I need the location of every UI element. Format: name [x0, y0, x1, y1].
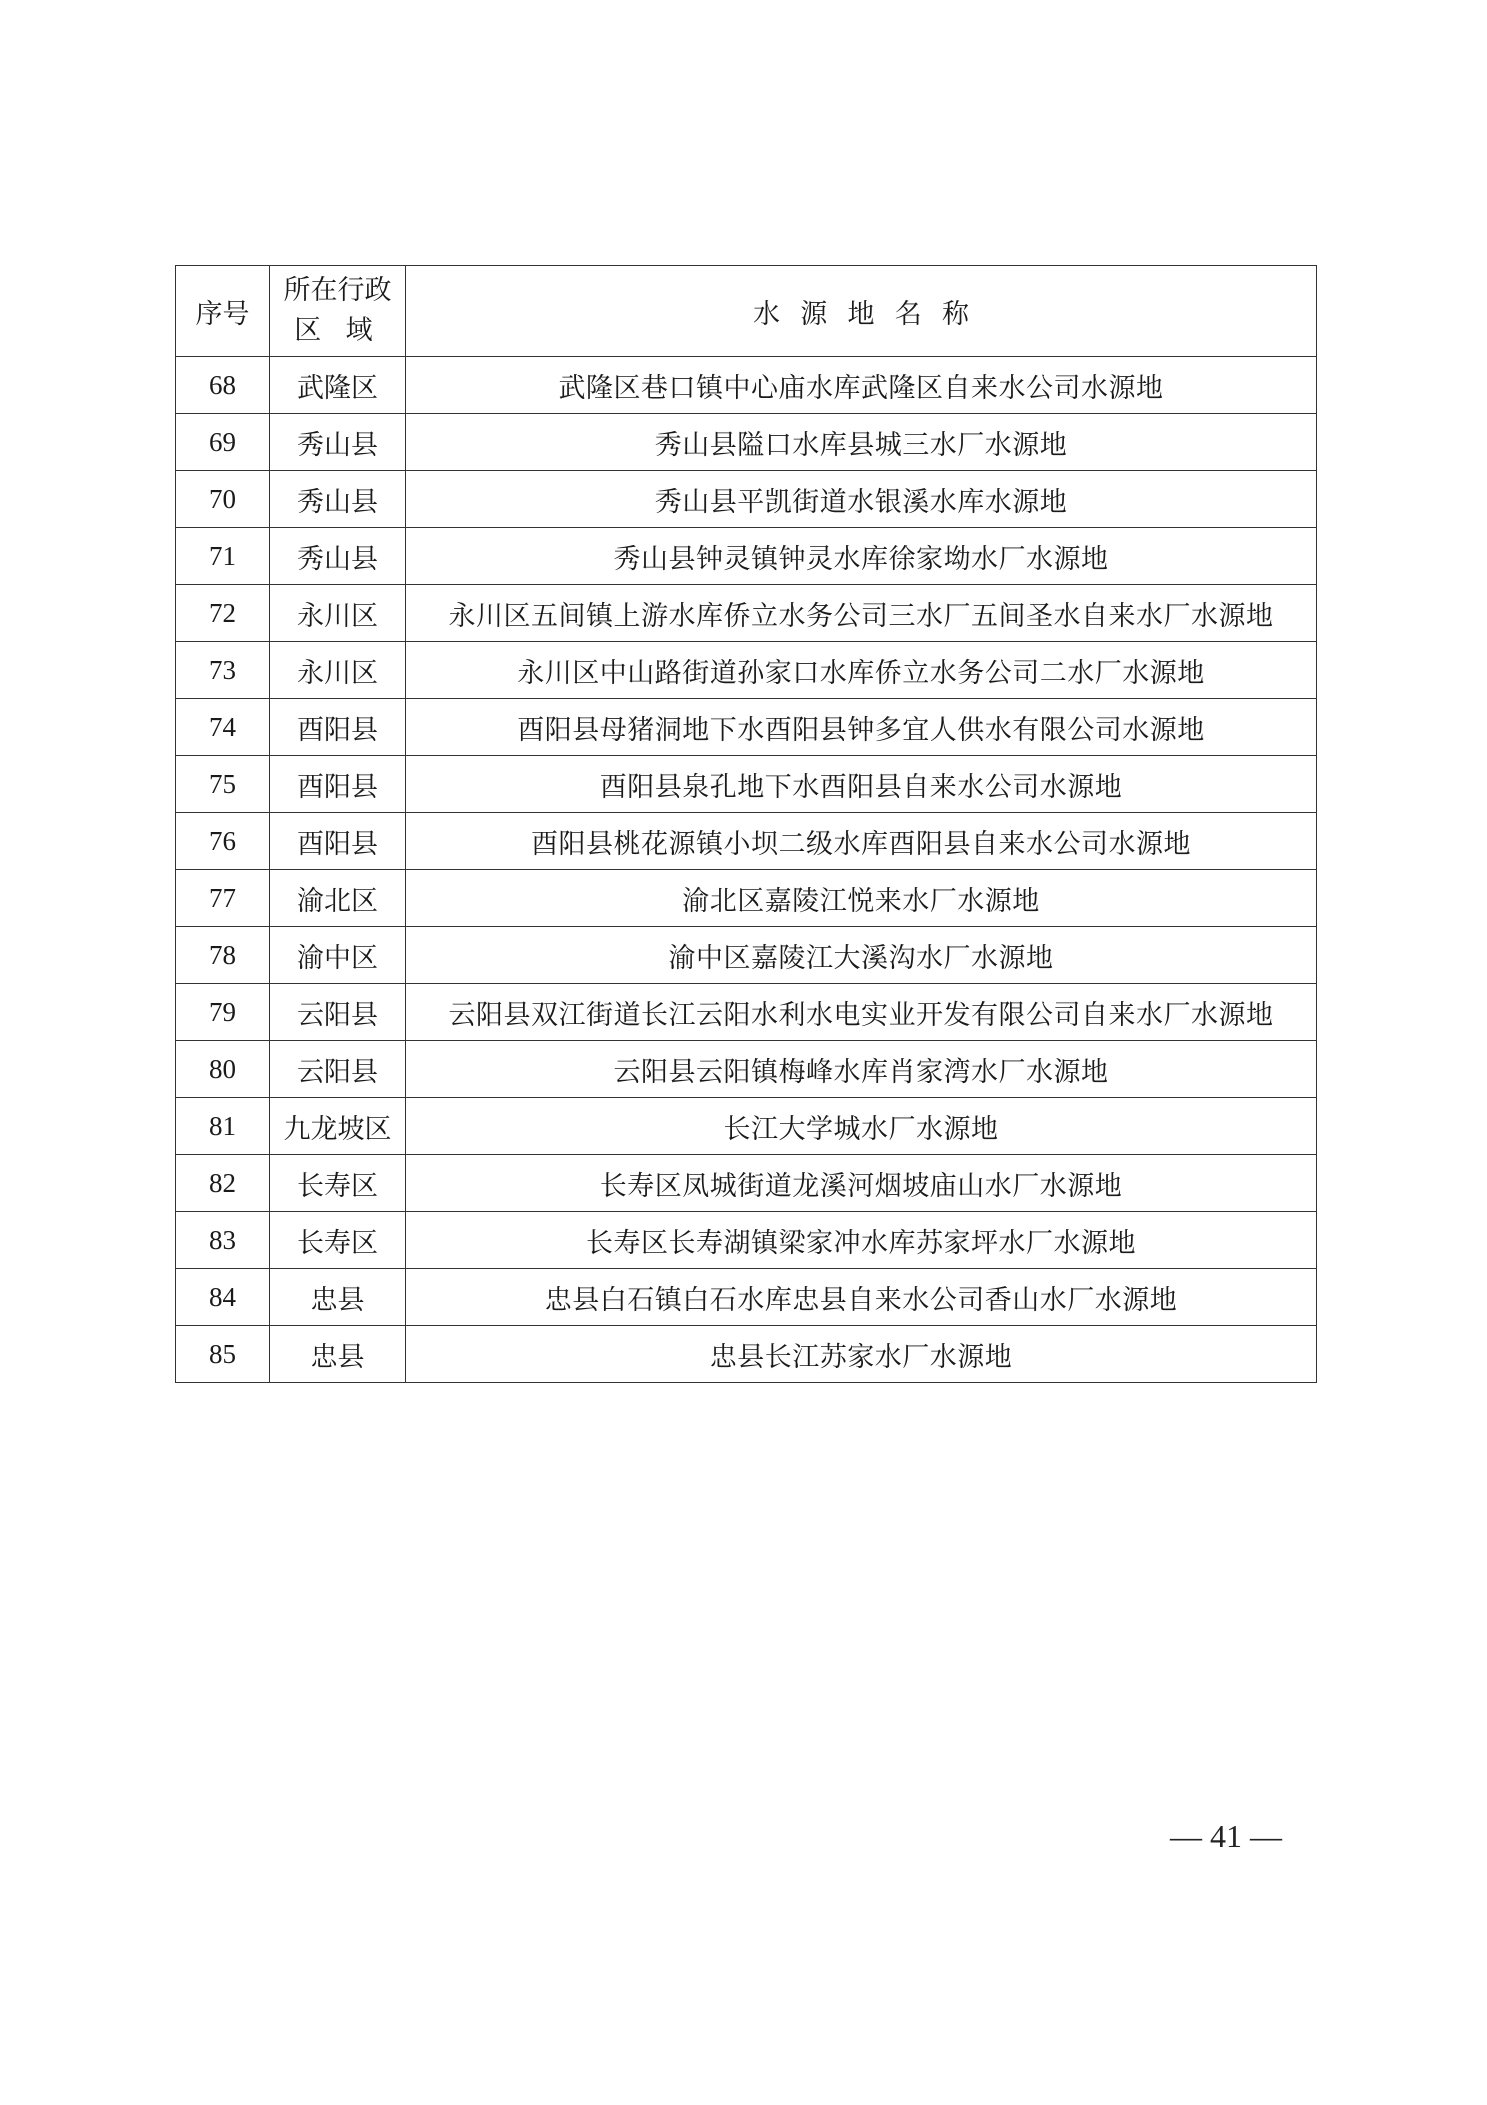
table-row: [176, 1098, 1317, 1155]
cell-serial-number: 70: [176, 471, 270, 528]
cell-region: 永川区: [270, 642, 406, 699]
cell-source-name: 忠县长江苏家水厂水源地: [406, 1326, 1317, 1383]
cell-serial-number: 69: [176, 414, 270, 471]
cell-source-name: 永川区中山路街道孙家口水库侨立水务公司二水厂水源地: [406, 642, 1317, 699]
header-row: [176, 266, 1317, 357]
header-region: [270, 266, 406, 357]
cell-serial-number: 68: [176, 357, 270, 414]
page-number: — 41 —: [1170, 1818, 1282, 1854]
cell-region: 武隆区: [270, 357, 406, 414]
table-row: [176, 870, 1317, 927]
water-source-table: [175, 265, 1317, 1383]
table-row: [176, 1041, 1317, 1098]
table-row: [176, 813, 1317, 870]
table-row: [176, 357, 1317, 414]
cell-serial-number: 82: [176, 1155, 270, 1212]
cell-source-name: 酉阳县母猪洞地下水酉阳县钟多宜人供水有限公司水源地: [406, 699, 1317, 756]
cell-source-name: 秀山县隘口水库县城三水厂水源地: [406, 414, 1317, 471]
cell-serial-number: 74: [176, 699, 270, 756]
cell-source-name: 长寿区凤城街道龙溪河烟坡庙山水厂水源地: [406, 1155, 1317, 1212]
table-row: [176, 1212, 1317, 1269]
header-region-line2: 区域: [294, 315, 397, 346]
cell-region: 酉阳县: [270, 756, 406, 813]
table-row: [176, 927, 1317, 984]
table-row: [176, 471, 1317, 528]
cell-region: 渝中区: [270, 927, 406, 984]
table-row: [176, 585, 1317, 642]
header-serial-number: 序号: [176, 266, 270, 357]
table-row: [176, 528, 1317, 585]
cell-region: 长寿区: [270, 1212, 406, 1269]
cell-serial-number: 76: [176, 813, 270, 870]
cell-region: 秀山县: [270, 471, 406, 528]
cell-region: 秀山县: [270, 528, 406, 585]
cell-region: 忠县: [270, 1269, 406, 1326]
cell-serial-number: 78: [176, 927, 270, 984]
cell-source-name: 云阳县双江街道长江云阳水利水电实业开发有限公司自来水厂水源地: [406, 984, 1317, 1041]
cell-region: 秀山县: [270, 414, 406, 471]
cell-region: 渝北区: [270, 870, 406, 927]
table-row: [176, 756, 1317, 813]
header-region-line1: 所在行政: [283, 275, 392, 306]
cell-serial-number: 81: [176, 1098, 270, 1155]
cell-source-name: 忠县白石镇白石水库忠县自来水公司香山水厂水源地: [406, 1269, 1317, 1326]
cell-source-name: 永川区五间镇上游水库侨立水务公司三水厂五间圣水自来水厂水源地: [406, 585, 1317, 642]
cell-serial-number: 71: [176, 528, 270, 585]
cell-serial-number: 80: [176, 1041, 270, 1098]
cell-region: 酉阳县: [270, 699, 406, 756]
cell-source-name: 长江大学城水厂水源地: [406, 1098, 1317, 1155]
cell-region: 忠县: [270, 1326, 406, 1383]
cell-serial-number: 84: [176, 1269, 270, 1326]
cell-source-name: 秀山县平凯街道水银溪水库水源地: [406, 471, 1317, 528]
table-row: [176, 642, 1317, 699]
cell-region: 云阳县: [270, 1041, 406, 1098]
cell-serial-number: 83: [176, 1212, 270, 1269]
header-source-name: [406, 266, 1317, 357]
cell-serial-number: 79: [176, 984, 270, 1041]
cell-serial-number: 77: [176, 870, 270, 927]
cell-serial-number: 75: [176, 756, 270, 813]
cell-serial-number: 85: [176, 1326, 270, 1383]
table-row: [176, 984, 1317, 1041]
cell-region: 永川区: [270, 585, 406, 642]
table-row: [176, 1269, 1317, 1326]
cell-region: 九龙坡区: [270, 1098, 406, 1155]
cell-region: 酉阳县: [270, 813, 406, 870]
table-row: [176, 1326, 1317, 1383]
table-header: [176, 266, 1317, 357]
header-source-name-label: 水源地名称: [753, 298, 990, 330]
cell-source-name: 武隆区巷口镇中心庙水库武隆区自来水公司水源地: [406, 357, 1317, 414]
table-row: [176, 1155, 1317, 1212]
cell-region: 云阳县: [270, 984, 406, 1041]
cell-source-name: 秀山县钟灵镇钟灵水库徐家坳水厂水源地: [406, 528, 1317, 585]
table-body: [176, 357, 1317, 1383]
cell-region: 长寿区: [270, 1155, 406, 1212]
table-row: [176, 414, 1317, 471]
cell-source-name: 酉阳县桃花源镇小坝二级水库酉阳县自来水公司水源地: [406, 813, 1317, 870]
cell-source-name: 长寿区长寿湖镇梁家冲水库苏家坪水厂水源地: [406, 1212, 1317, 1269]
table-row: [176, 699, 1317, 756]
cell-source-name: 酉阳县泉孔地下水酉阳县自来水公司水源地: [406, 756, 1317, 813]
cell-serial-number: 73: [176, 642, 270, 699]
cell-source-name: 云阳县云阳镇梅峰水库肖家湾水厂水源地: [406, 1041, 1317, 1098]
cell-source-name: 渝北区嘉陵江悦来水厂水源地: [406, 870, 1317, 927]
cell-serial-number: 72: [176, 585, 270, 642]
cell-source-name: 渝中区嘉陵江大溪沟水厂水源地: [406, 927, 1317, 984]
